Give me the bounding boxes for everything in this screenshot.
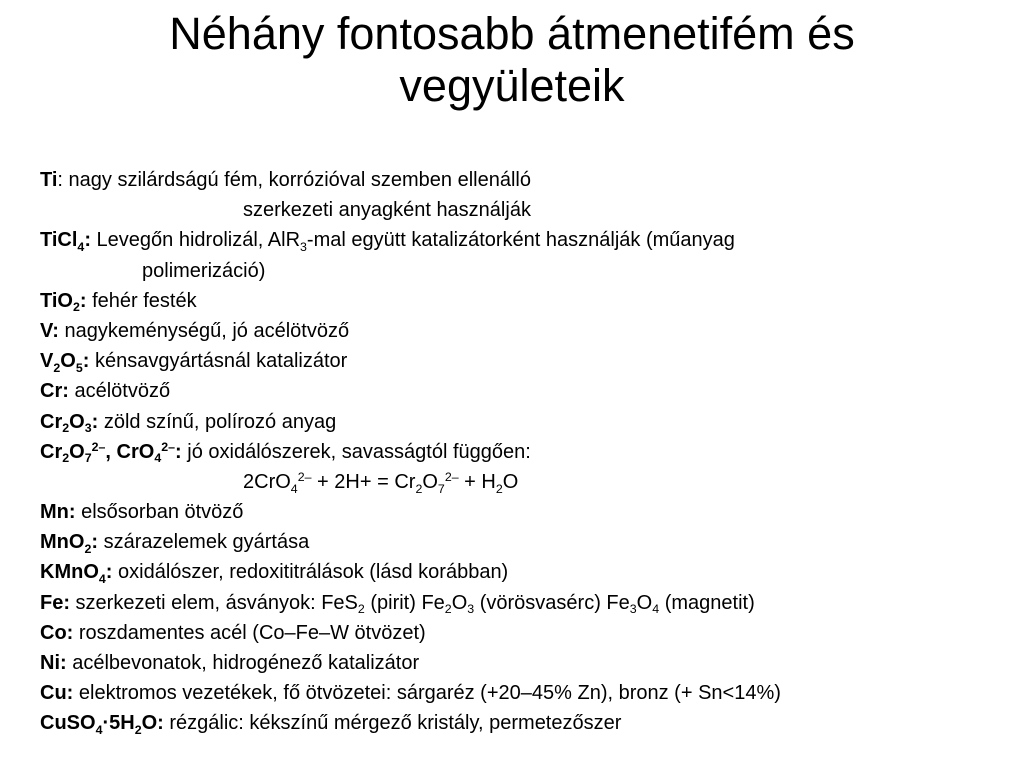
term-ticl4: TiCl$_4$: — [40, 229, 91, 255]
desc-fe: szerkezeti elem, ásványok: FeS$_2$ (pirit) $Fe_2O_3$ (vörösvasérc) $Fe_3O_4$ (magnetit) — [70, 591, 755, 617]
line-fe — [40, 588, 1010, 618]
term-ni: Ni: — [40, 652, 67, 674]
term-cu: Cu: — [40, 682, 74, 705]
term-co: Co: — [40, 621, 74, 644]
line-kmno4 — [40, 557, 1010, 587]
line-ticl4-continuation — [40, 256, 1010, 286]
slide-title-line-1: Néhány fontosabb átmenetifém és — [169, 8, 855, 59]
desc-ti-cont: szerkezeti anyagként használják — [243, 199, 531, 222]
desc-cr: acélötvöző — [68, 380, 171, 403]
desc-dichromate: jó oxidálószerek, savasságtól függően: — [181, 440, 531, 463]
term-cr: Cr: — [40, 380, 69, 403]
desc-kmno4: oxidálószer, redoxititrálások (lásd korábban) — [112, 561, 509, 584]
term-v2o5: $V_2O_5$: — [40, 350, 90, 375]
line-ticl4: TiCl$_4$: Levegőn hidrolizál, AlR$_3$-mal együtt katalizátorként használják (műanyag — [40, 229, 735, 255]
line-cr — [40, 376, 1010, 406]
term-dichromate-chromate: $Cr_2O_7^{2-}$, CrO$_4^{2-}$: — [40, 439, 182, 466]
term-ti: Ti — [40, 169, 58, 191]
desc-v2o5: kénsavgyártásnál katalizátor — [89, 350, 348, 373]
line-mno2 — [40, 527, 1010, 557]
term-v: V: — [40, 319, 59, 342]
term-mno2: MnO$_2$: — [40, 531, 99, 556]
line-ni — [40, 648, 1010, 678]
line-cuso4 — [40, 708, 1010, 738]
term-cuso4: $CuSO_4\cdot 5H_2O$: — [40, 712, 164, 738]
desc-mn: elsősorban ötvöző — [75, 501, 244, 524]
line-chromate-equation — [40, 467, 1010, 497]
slide-title-line-2: vegyületeik — [399, 60, 625, 111]
term-cr2o3: $Cr_2O_3$: — [40, 410, 99, 436]
chromate-equation: $2CrO_4^{2-} + 2H+ = Cr_2O_7^{2-} + H_2O$ — [243, 470, 519, 496]
desc-co: roszdamentes acél (Co–Fe–W ötvözet) — [73, 621, 426, 644]
desc-v: nagykeménységű, jó acélötvöző — [58, 319, 350, 342]
desc-cuso4: rézgálic: kékszínű mérgező kristály, permetezőszer — [163, 712, 622, 735]
slide-body — [40, 165, 1010, 739]
term-fe: Fe: — [40, 591, 70, 614]
desc-ticl4-a: Levegőn hidrolizál, AlR — [91, 229, 301, 252]
line-mn — [40, 497, 1010, 527]
desc-tio2: fehér festék — [86, 289, 197, 312]
desc-mno2: szárazelemek gyártása — [98, 531, 310, 554]
line-v2o5 — [40, 346, 1010, 376]
term-tio2: TiO$_2$: — [40, 289, 87, 315]
line-cu — [40, 678, 1010, 708]
slide-title — [0, 8, 1024, 112]
desc-ni: acélbevonatok, hidrogénező katalizátor — [66, 652, 420, 674]
line-cr2o3 — [40, 407, 1010, 437]
desc-cr2o3: zöld színű, polírozó anyag — [98, 410, 337, 433]
line-co — [40, 618, 1010, 648]
line-v — [40, 316, 1010, 346]
line-ti — [40, 165, 1010, 195]
desc-ti: : nagy szilárdságú fém, korrózióval szemben ellenálló — [57, 169, 531, 191]
desc-cu: elektromos vezetékek, fő ötvözetei: sárgaréz (+20–45% Zn), bronz (+ Sn<14%) — [73, 682, 781, 705]
term-kmno4: KMnO$_4$: — [40, 561, 113, 587]
line-dichromate-chromate — [40, 437, 1010, 467]
desc-ticl4-cont: polimerizáció) — [142, 259, 266, 282]
term-mn: Mn: — [40, 501, 76, 524]
line-tio2 — [40, 286, 1010, 316]
desc-ticl4-b: -mal együtt katalizátorként használják (műanyag — [306, 229, 735, 252]
line-ti-continuation — [40, 195, 1010, 225]
